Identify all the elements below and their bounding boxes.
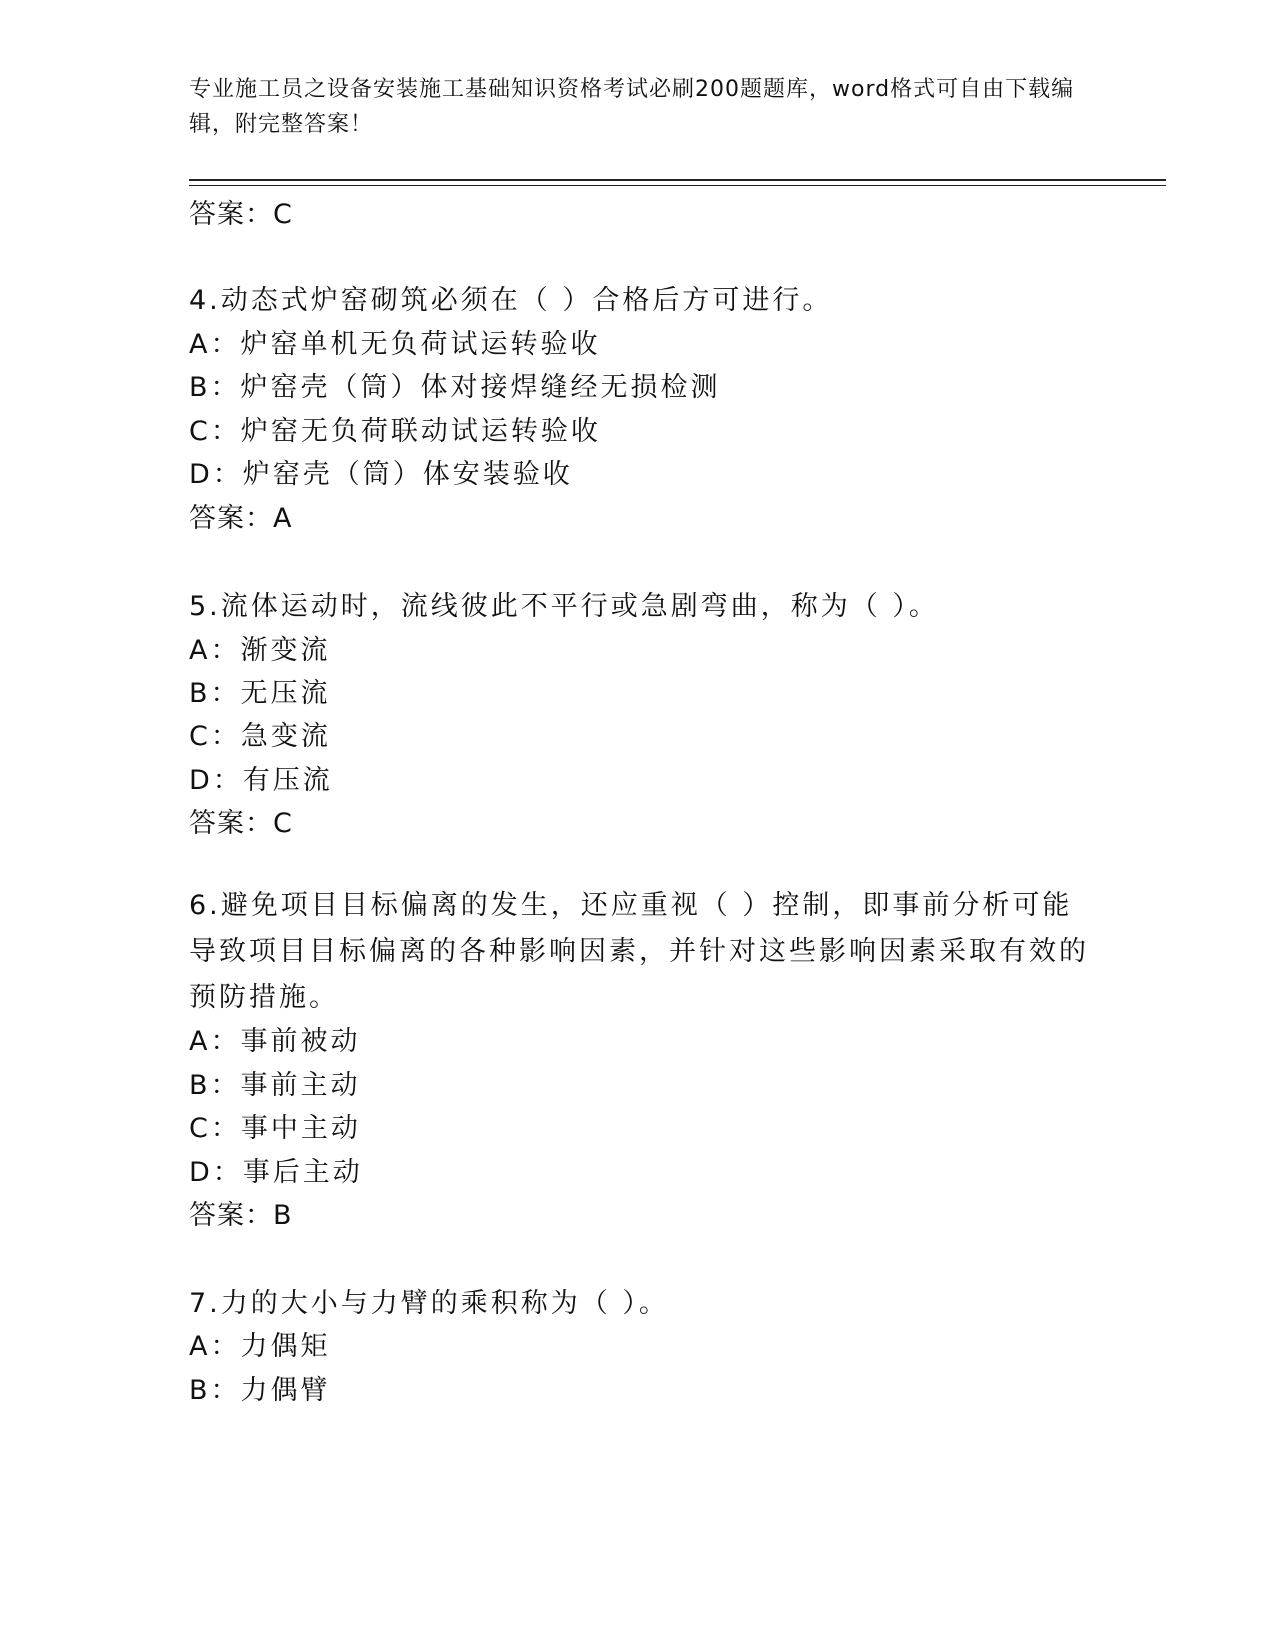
option-b: B：炉窑壳（筒）体对接焊缝经无损检测	[189, 372, 721, 403]
option-d: D：炉窑壳（筒）体安装验收	[189, 459, 573, 490]
option-c: C：事中主动	[189, 1113, 361, 1144]
option-b: B：无压流	[189, 678, 331, 709]
answer-label: 答案：C	[189, 199, 293, 230]
question-stem: 6.避免项目目标偏离的发生，还应重视（ ）控制，即事前分析可能导致项目目标偏离的各种影响因素，并针对这些影响因素采取有效的预防措施。	[189, 890, 1089, 1013]
question-stem: 5.流体运动时，流线彼此不平行或急剧弯曲，称为（ ）。	[189, 591, 939, 622]
option-b: B：力偶臂	[189, 1375, 331, 1406]
header-divider-thick	[189, 179, 1166, 181]
option-c: C：急变流	[189, 721, 331, 752]
answer-label: 答案：B	[189, 1200, 293, 1231]
question-stem: 7.力的大小与力臂的乘积称为（ ）。	[189, 1288, 669, 1319]
option-c: C：炉窑无负荷联动试运转验收	[189, 416, 601, 447]
answer-label: 答案：A	[189, 503, 293, 534]
option-a: A：炉窑单机无负荷试运转验收	[189, 329, 601, 360]
option-a: A：力偶矩	[189, 1331, 331, 1362]
question-stem: 4.动态式炉窑砌筑必须在（ ）合格后方可进行。	[189, 285, 833, 316]
option-a: A：渐变流	[189, 635, 331, 666]
option-d: D：事后主动	[189, 1157, 363, 1188]
option-a: A：事前被动	[189, 1026, 361, 1057]
answer-label: 答案：C	[189, 808, 293, 839]
header-divider-thin	[189, 185, 1166, 186]
option-d: D：有压流	[189, 765, 333, 796]
option-b: B：事前主动	[189, 1070, 361, 1101]
document-header: 专业施工员之设备安装施工基础知识资格考试必刷200题题库，word格式可自由下载编辑，附完整答案！	[189, 77, 1075, 137]
